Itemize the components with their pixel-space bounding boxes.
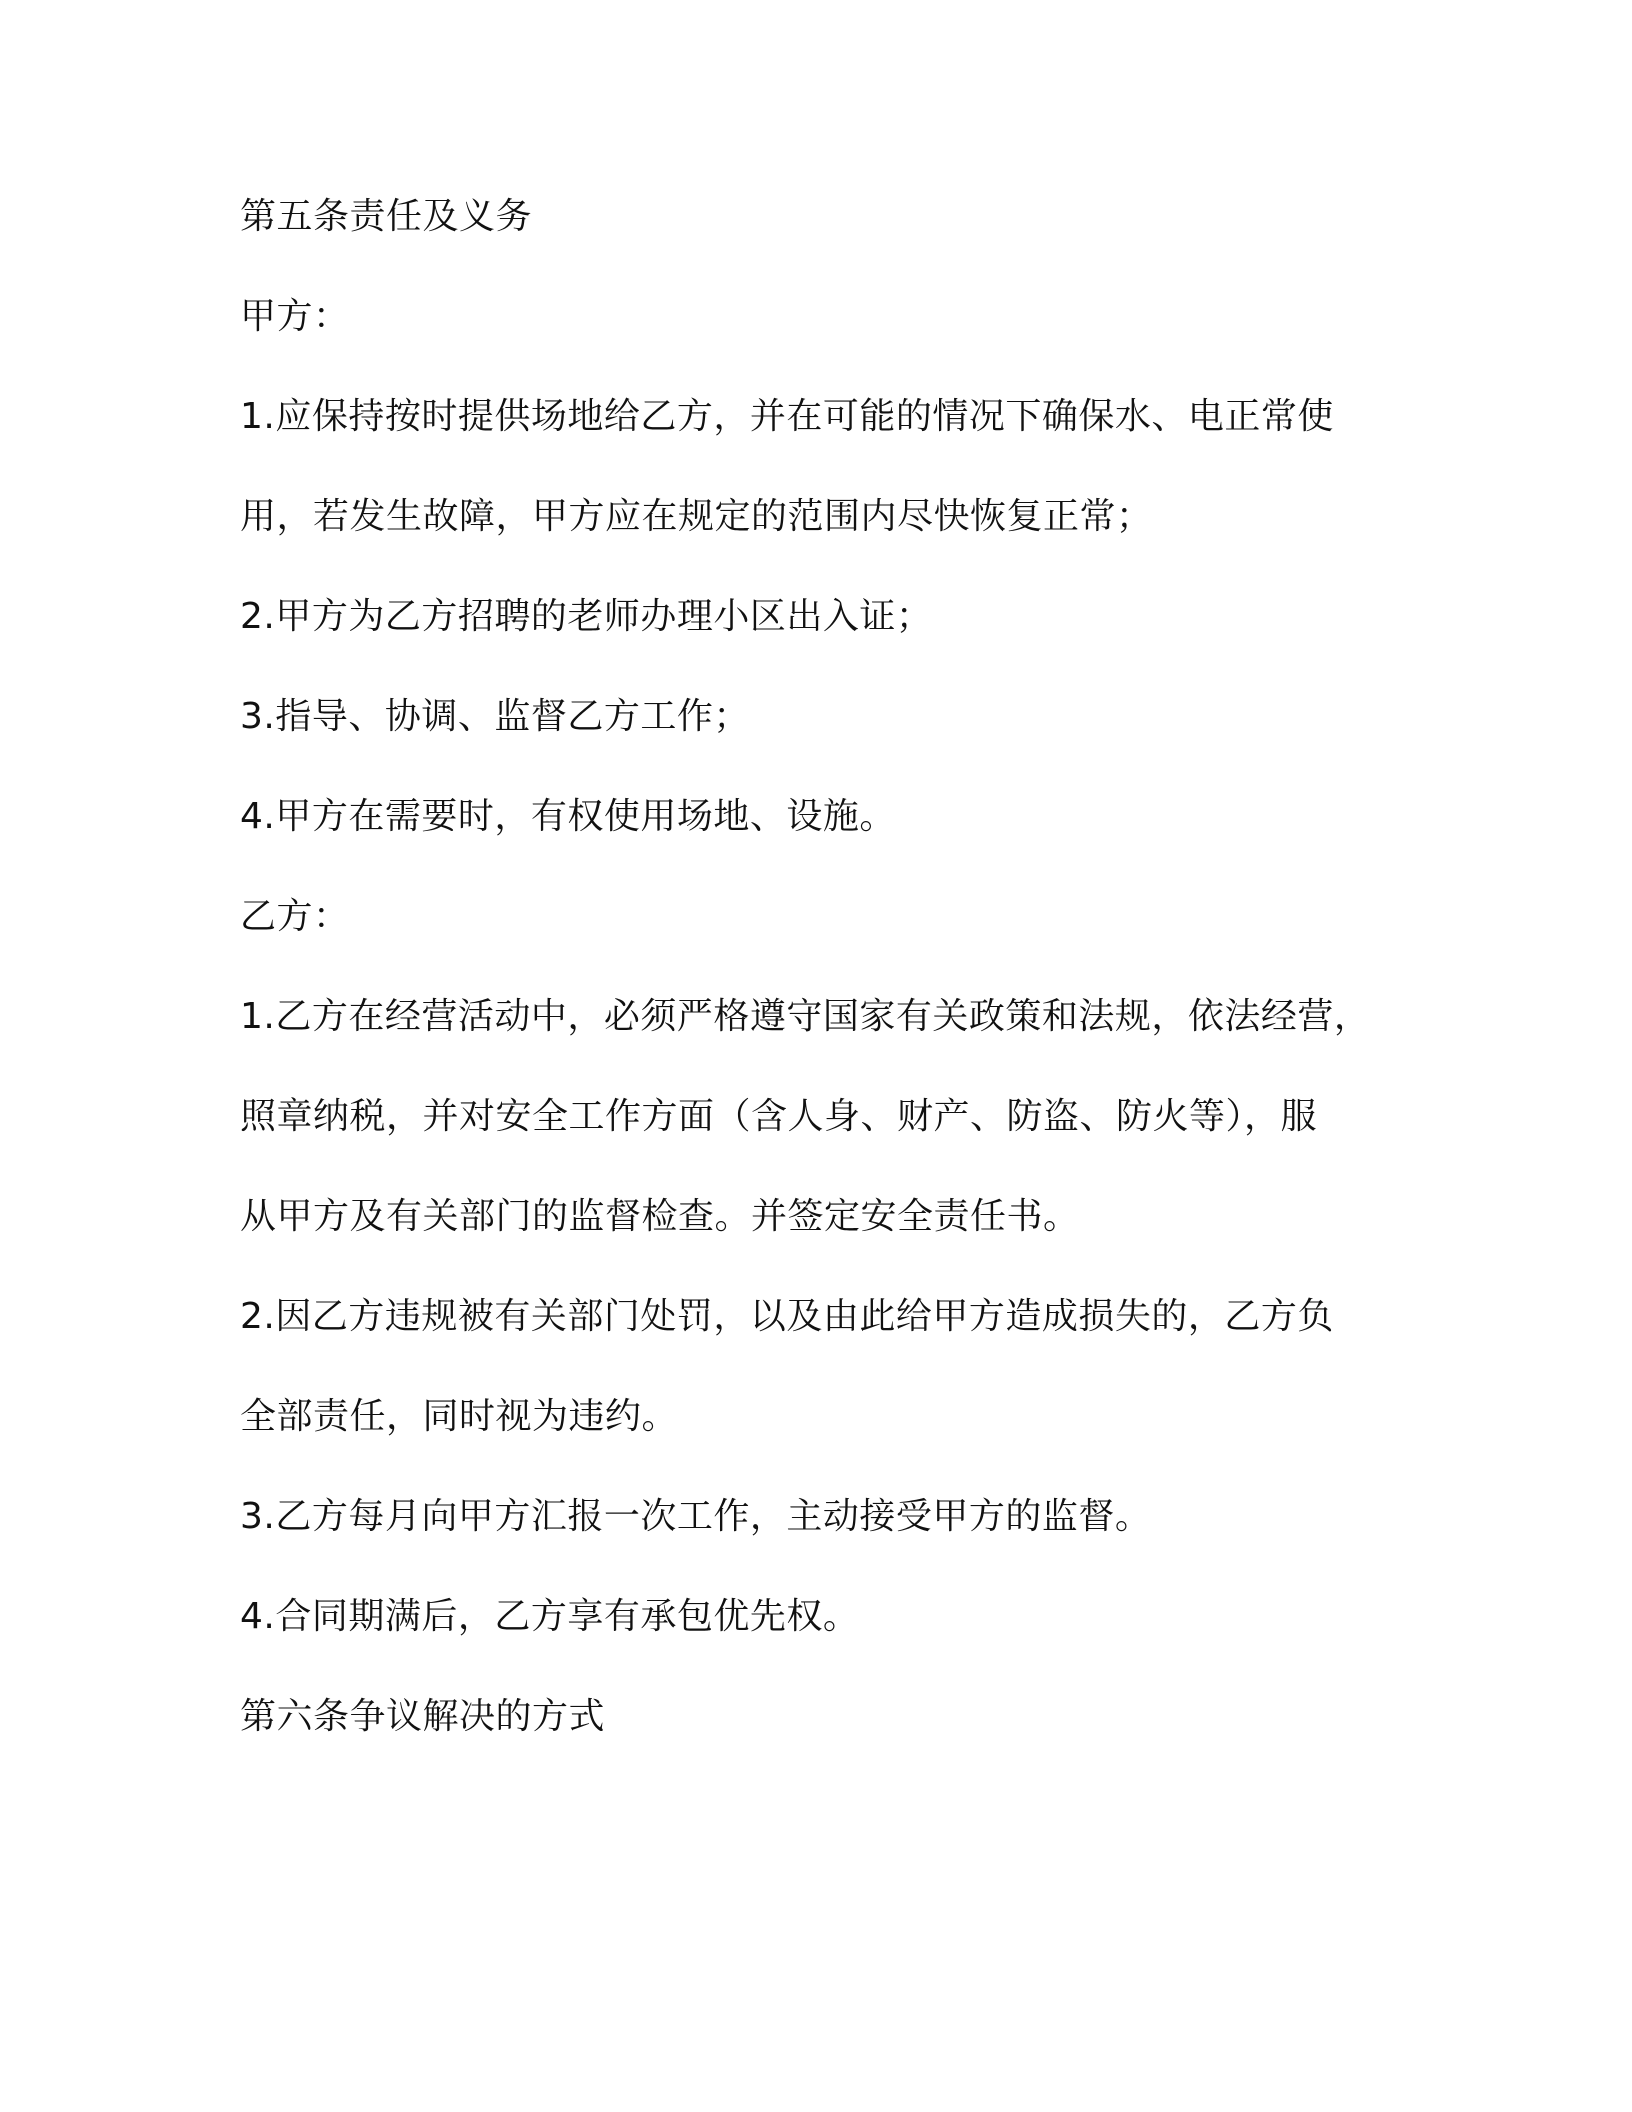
party-a-item-1-line-2: 用，若发生故障，甲方应在规定的范围内尽快恢复正常； bbox=[240, 496, 1153, 537]
party-b-item-1-line-2: 照章纳税，并对安全工作方面（含人身、财产、防盗、防火等），服 bbox=[240, 1096, 1318, 1137]
party-a-heading: 甲方： bbox=[240, 296, 350, 337]
section-heading-article-6: 第六条争议解决的方式 bbox=[240, 1696, 606, 1737]
party-b-heading: 乙方： bbox=[240, 896, 350, 937]
party-a-item-4: 4.甲方在需要时，有权使用场地、设施。 bbox=[240, 796, 896, 837]
party-b-item-1-line-3: 从甲方及有关部门的监督检查。并签定安全责任书。 bbox=[240, 1196, 1080, 1237]
party-a-item-1-line-1: 1.应保持按时提供场地给乙方，并在可能的情况下确保水、电正常使 bbox=[240, 396, 1334, 437]
party-b-item-3: 3.乙方每月向甲方汇报一次工作，主动接受甲方的监督。 bbox=[240, 1496, 1152, 1537]
party-b-item-2-line-2: 全部责任，同时视为违约。 bbox=[240, 1396, 679, 1437]
party-a-item-2: 2.甲方为乙方招聘的老师办理小区出入证； bbox=[240, 596, 933, 637]
section-heading-article-5: 第五条责任及义务 bbox=[240, 196, 533, 237]
party-a-item-3: 3.指导、协调、监督乙方工作； bbox=[240, 696, 750, 737]
party-b-item-4: 4.合同期满后，乙方享有承包优先权。 bbox=[240, 1596, 860, 1637]
party-b-item-2-line-1: 2.因乙方违规被有关部门处罚，以及由此给甲方造成损失的，乙方负 bbox=[240, 1296, 1334, 1337]
party-b-item-1-line-1: 1.乙方在经营活动中，必须严格遵守国家有关政策和法规，依法经营， bbox=[240, 996, 1371, 1037]
